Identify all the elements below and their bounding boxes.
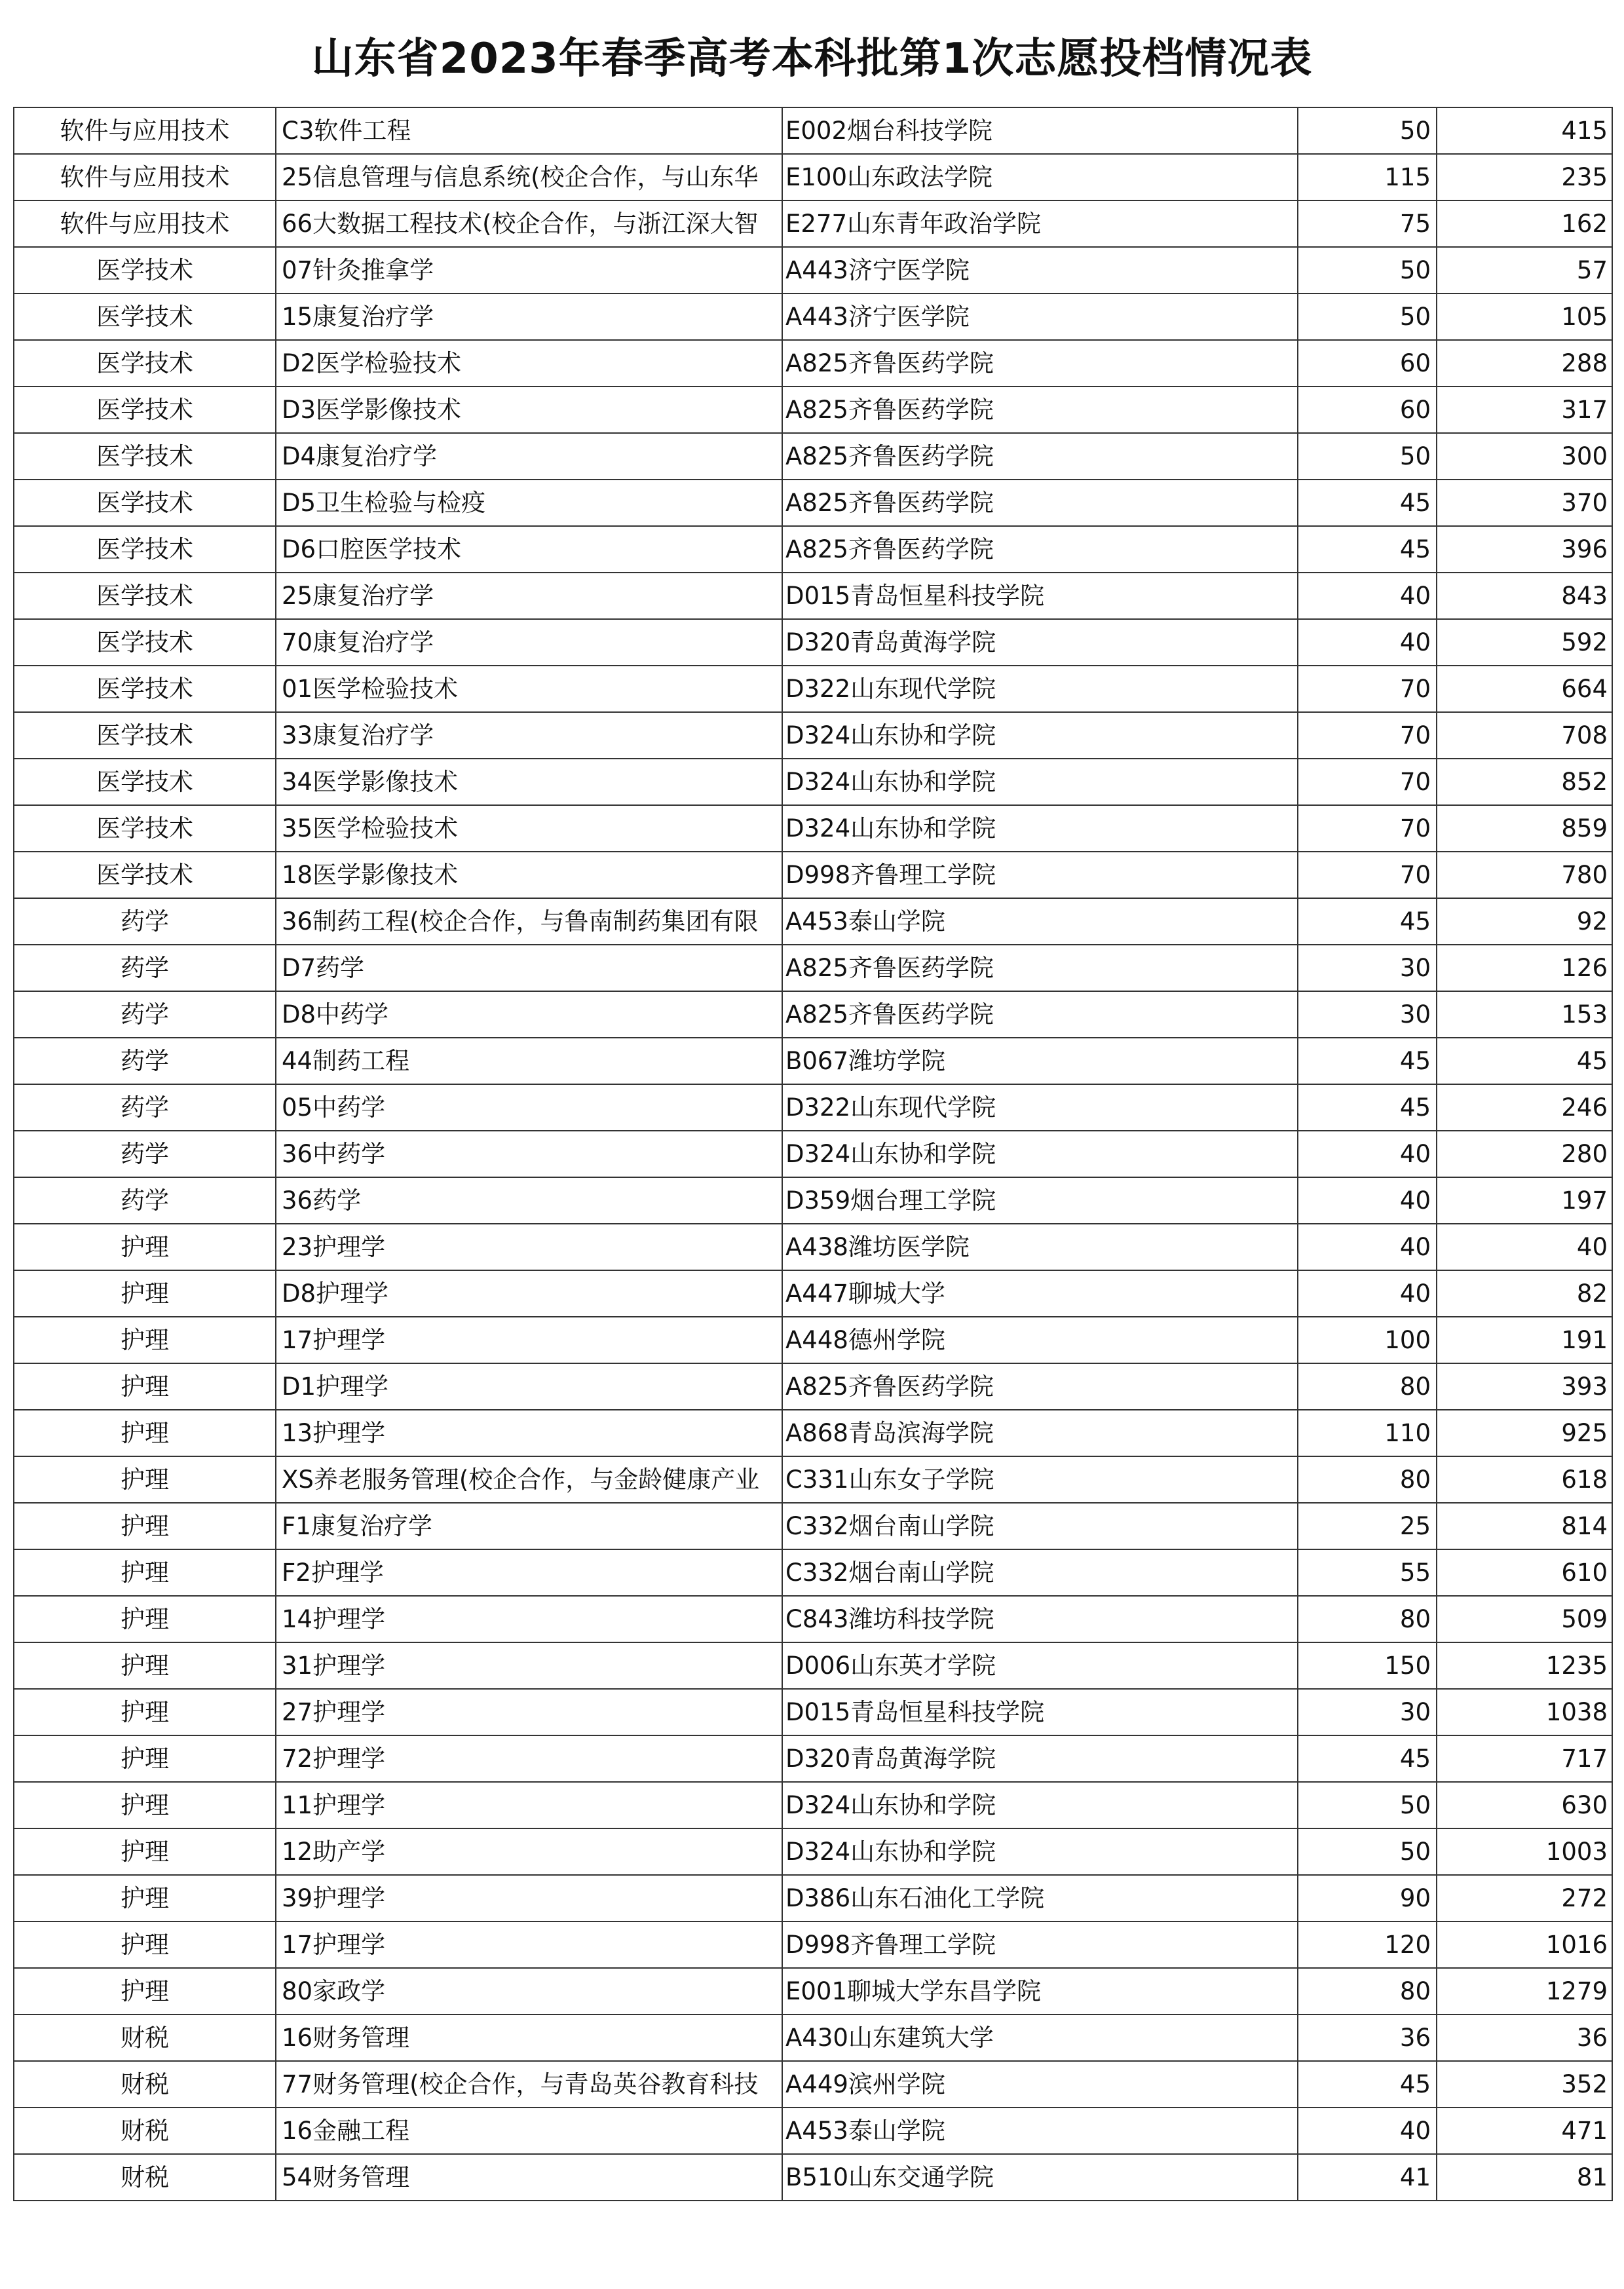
plan-count-cell: 80 xyxy=(1298,1363,1437,1410)
table-row xyxy=(14,991,1612,1038)
plan-count-cell: 70 xyxy=(1298,805,1437,852)
table-row xyxy=(14,526,1612,573)
school-cell: A443济宁医学院 xyxy=(782,247,1298,293)
table-row xyxy=(14,1363,1612,1410)
plan-count-cell: 40 xyxy=(1298,1131,1437,1177)
min-rank-cell: 40 xyxy=(1437,1224,1612,1270)
min-rank-cell: 708 xyxy=(1437,712,1612,759)
table-row xyxy=(14,247,1612,293)
min-rank-cell: 300 xyxy=(1437,433,1612,480)
table-row xyxy=(14,945,1612,991)
plan-count-cell: 50 xyxy=(1298,107,1437,154)
min-rank-cell: 45 xyxy=(1437,1038,1612,1084)
plan-count-cell: 45 xyxy=(1298,1735,1437,1782)
plan-count-cell: 45 xyxy=(1298,1084,1437,1131)
major-cell: F1康复治疗学 xyxy=(276,1503,782,1549)
table-row xyxy=(14,1782,1612,1828)
school-cell: D359烟台理工学院 xyxy=(782,1177,1298,1224)
table-row xyxy=(14,1270,1612,1317)
plan-count-cell: 40 xyxy=(1298,2108,1437,2154)
min-rank-cell: 415 xyxy=(1437,107,1612,154)
category-cell: 护理 xyxy=(14,1549,276,1596)
plan-count-cell: 50 xyxy=(1298,293,1437,340)
min-rank-cell: 235 xyxy=(1437,154,1612,200)
plan-count-cell: 41 xyxy=(1298,2154,1437,2201)
category-cell: 药学 xyxy=(14,1038,276,1084)
plan-count-cell: 70 xyxy=(1298,759,1437,805)
major-cell: 18医学影像技术 xyxy=(276,852,782,898)
plan-count-cell: 115 xyxy=(1298,154,1437,200)
plan-count-cell: 110 xyxy=(1298,1410,1437,1456)
category-cell: 护理 xyxy=(14,1642,276,1689)
category-cell: 财税 xyxy=(14,2154,276,2201)
category-cell: 护理 xyxy=(14,1363,276,1410)
major-cell: 54财务管理 xyxy=(276,2154,782,2201)
plan-count-cell: 30 xyxy=(1298,1689,1437,1735)
school-cell: A825齐鲁医药学院 xyxy=(782,945,1298,991)
school-cell: A453泰山学院 xyxy=(782,898,1298,945)
category-cell: 软件与应用技术 xyxy=(14,200,276,247)
school-cell: C331山东女子学院 xyxy=(782,1456,1298,1503)
school-cell: B067潍坊学院 xyxy=(782,1038,1298,1084)
plan-count-cell: 70 xyxy=(1298,712,1437,759)
table-row xyxy=(14,573,1612,619)
min-rank-cell: 246 xyxy=(1437,1084,1612,1131)
major-cell: 05中药学 xyxy=(276,1084,782,1131)
plan-count-cell: 50 xyxy=(1298,1828,1437,1875)
major-cell: 77财务管理(校企合作，与青岛英谷教育科技 xyxy=(276,2061,782,2108)
min-rank-cell: 81 xyxy=(1437,2154,1612,2201)
plan-count-cell: 40 xyxy=(1298,573,1437,619)
major-cell: 25康复治疗学 xyxy=(276,573,782,619)
school-cell: D322山东现代学院 xyxy=(782,666,1298,712)
major-cell: 36制药工程(校企合作，与鲁南制药集团有限 xyxy=(276,898,782,945)
category-cell: 药学 xyxy=(14,1084,276,1131)
school-cell: D320青岛黄海学院 xyxy=(782,1735,1298,1782)
plan-count-cell: 40 xyxy=(1298,1177,1437,1224)
plan-count-cell: 40 xyxy=(1298,1270,1437,1317)
plan-count-cell: 75 xyxy=(1298,200,1437,247)
school-cell: D324山东协和学院 xyxy=(782,1131,1298,1177)
school-cell: A825齐鲁医药学院 xyxy=(782,340,1298,387)
school-cell: A825齐鲁医药学院 xyxy=(782,387,1298,433)
major-cell: 23护理学 xyxy=(276,1224,782,1270)
plan-count-cell: 50 xyxy=(1298,247,1437,293)
plan-count-cell: 80 xyxy=(1298,1968,1437,2015)
table-row xyxy=(14,1317,1612,1363)
table-row xyxy=(14,1084,1612,1131)
min-rank-cell: 852 xyxy=(1437,759,1612,805)
major-cell: 25信息管理与信息系统(校企合作，与山东华 xyxy=(276,154,782,200)
table-row xyxy=(14,1735,1612,1782)
category-cell: 护理 xyxy=(14,1921,276,1968)
table-row xyxy=(14,480,1612,526)
school-cell: A868青岛滨海学院 xyxy=(782,1410,1298,1456)
category-cell: 医学技术 xyxy=(14,387,276,433)
table-row xyxy=(14,2108,1612,2154)
table-row xyxy=(14,759,1612,805)
plan-count-cell: 45 xyxy=(1298,898,1437,945)
school-cell: D998齐鲁理工学院 xyxy=(782,1921,1298,1968)
category-cell: 护理 xyxy=(14,1456,276,1503)
plan-count-cell: 55 xyxy=(1298,1549,1437,1596)
school-cell: D006山东英才学院 xyxy=(782,1642,1298,1689)
min-rank-cell: 105 xyxy=(1437,293,1612,340)
major-cell: 80家政学 xyxy=(276,1968,782,2015)
table-row xyxy=(14,1503,1612,1549)
table-row xyxy=(14,1921,1612,1968)
major-cell: 01医学检验技术 xyxy=(276,666,782,712)
school-cell: D324山东协和学院 xyxy=(782,712,1298,759)
major-cell: 70康复治疗学 xyxy=(276,619,782,666)
major-cell: 17护理学 xyxy=(276,1921,782,1968)
school-cell: E100山东政法学院 xyxy=(782,154,1298,200)
category-cell: 护理 xyxy=(14,1596,276,1642)
category-cell: 护理 xyxy=(14,1735,276,1782)
table-row xyxy=(14,2154,1612,2201)
table-row xyxy=(14,154,1612,200)
school-cell: A430山东建筑大学 xyxy=(782,2015,1298,2061)
school-cell: D015青岛恒星科技学院 xyxy=(782,573,1298,619)
category-cell: 医学技术 xyxy=(14,666,276,712)
school-cell: D324山东协和学院 xyxy=(782,1828,1298,1875)
category-cell: 护理 xyxy=(14,1782,276,1828)
plan-count-cell: 45 xyxy=(1298,2061,1437,2108)
major-cell: 36中药学 xyxy=(276,1131,782,1177)
table-row xyxy=(14,1131,1612,1177)
major-cell: D3医学影像技术 xyxy=(276,387,782,433)
plan-count-cell: 90 xyxy=(1298,1875,1437,1921)
category-cell: 财税 xyxy=(14,2015,276,2061)
school-cell: A825齐鲁医药学院 xyxy=(782,433,1298,480)
school-cell: A449滨州学院 xyxy=(782,2061,1298,2108)
table-row xyxy=(14,1038,1612,1084)
category-cell: 医学技术 xyxy=(14,247,276,293)
category-cell: 软件与应用技术 xyxy=(14,107,276,154)
plan-count-cell: 45 xyxy=(1298,1038,1437,1084)
min-rank-cell: 288 xyxy=(1437,340,1612,387)
major-cell: D8护理学 xyxy=(276,1270,782,1317)
table-row xyxy=(14,1177,1612,1224)
plan-count-cell: 30 xyxy=(1298,991,1437,1038)
major-cell: D2医学检验技术 xyxy=(276,340,782,387)
major-cell: F2护理学 xyxy=(276,1549,782,1596)
category-cell: 医学技术 xyxy=(14,526,276,573)
major-cell: 72护理学 xyxy=(276,1735,782,1782)
min-rank-cell: 36 xyxy=(1437,2015,1612,2061)
school-cell: B510山东交通学院 xyxy=(782,2154,1298,2201)
plan-count-cell: 100 xyxy=(1298,1317,1437,1363)
major-cell: D1护理学 xyxy=(276,1363,782,1410)
school-cell: C332烟台南山学院 xyxy=(782,1503,1298,1549)
min-rank-cell: 618 xyxy=(1437,1456,1612,1503)
major-cell: 07针灸推拿学 xyxy=(276,247,782,293)
plan-count-cell: 40 xyxy=(1298,1224,1437,1270)
min-rank-cell: 1279 xyxy=(1437,1968,1612,2015)
plan-count-cell: 45 xyxy=(1298,526,1437,573)
category-cell: 医学技术 xyxy=(14,433,276,480)
major-cell: 14护理学 xyxy=(276,1596,782,1642)
major-cell: 36药学 xyxy=(276,1177,782,1224)
school-cell: A825齐鲁医药学院 xyxy=(782,991,1298,1038)
min-rank-cell: 1235 xyxy=(1437,1642,1612,1689)
major-cell: D5卫生检验与检疫 xyxy=(276,480,782,526)
school-cell: D015青岛恒星科技学院 xyxy=(782,1689,1298,1735)
table-row xyxy=(14,107,1612,154)
school-cell: D324山东协和学院 xyxy=(782,759,1298,805)
major-cell: 16财务管理 xyxy=(276,2015,782,2061)
category-cell: 医学技术 xyxy=(14,619,276,666)
major-cell: D7药学 xyxy=(276,945,782,991)
major-cell: 13护理学 xyxy=(276,1410,782,1456)
school-cell: C332烟台南山学院 xyxy=(782,1549,1298,1596)
major-cell: 44制药工程 xyxy=(276,1038,782,1084)
min-rank-cell: 393 xyxy=(1437,1363,1612,1410)
school-cell: D324山东协和学院 xyxy=(782,805,1298,852)
min-rank-cell: 82 xyxy=(1437,1270,1612,1317)
table-row xyxy=(14,1875,1612,1921)
school-cell: D320青岛黄海学院 xyxy=(782,619,1298,666)
table-row xyxy=(14,852,1612,898)
plan-count-cell: 50 xyxy=(1298,433,1437,480)
min-rank-cell: 509 xyxy=(1437,1596,1612,1642)
table-row xyxy=(14,340,1612,387)
major-cell: 27护理学 xyxy=(276,1689,782,1735)
table-row xyxy=(14,1642,1612,1689)
category-cell: 药学 xyxy=(14,945,276,991)
min-rank-cell: 317 xyxy=(1437,387,1612,433)
school-cell: A825齐鲁医药学院 xyxy=(782,480,1298,526)
category-cell: 护理 xyxy=(14,1875,276,1921)
min-rank-cell: 1016 xyxy=(1437,1921,1612,1968)
min-rank-cell: 1003 xyxy=(1437,1828,1612,1875)
category-cell: 护理 xyxy=(14,1503,276,1549)
min-rank-cell: 610 xyxy=(1437,1549,1612,1596)
min-rank-cell: 153 xyxy=(1437,991,1612,1038)
category-cell: 护理 xyxy=(14,1968,276,2015)
category-cell: 药学 xyxy=(14,898,276,945)
school-cell: A438潍坊医学院 xyxy=(782,1224,1298,1270)
min-rank-cell: 92 xyxy=(1437,898,1612,945)
school-cell: A447聊城大学 xyxy=(782,1270,1298,1317)
category-cell: 护理 xyxy=(14,1828,276,1875)
table-row xyxy=(14,1224,1612,1270)
school-cell: D324山东协和学院 xyxy=(782,1782,1298,1828)
table-row xyxy=(14,1828,1612,1875)
category-cell: 医学技术 xyxy=(14,852,276,898)
plan-count-cell: 80 xyxy=(1298,1596,1437,1642)
min-rank-cell: 814 xyxy=(1437,1503,1612,1549)
plan-count-cell: 50 xyxy=(1298,1782,1437,1828)
table-row xyxy=(14,1689,1612,1735)
major-cell: 34医学影像技术 xyxy=(276,759,782,805)
plan-count-cell: 60 xyxy=(1298,387,1437,433)
min-rank-cell: 592 xyxy=(1437,619,1612,666)
major-cell: 15康复治疗学 xyxy=(276,293,782,340)
major-cell: 16金融工程 xyxy=(276,2108,782,2154)
admission-table xyxy=(13,107,1613,2201)
table-row xyxy=(14,1410,1612,1456)
category-cell: 医学技术 xyxy=(14,805,276,852)
major-cell: 31护理学 xyxy=(276,1642,782,1689)
page-title: 山东省2023年春季高考本科批第1次志愿投档情况表 xyxy=(311,35,1313,83)
school-cell: A825齐鲁医药学院 xyxy=(782,526,1298,573)
category-cell: 药学 xyxy=(14,1131,276,1177)
plan-count-cell: 36 xyxy=(1298,2015,1437,2061)
table-row xyxy=(14,898,1612,945)
school-cell: D322山东现代学院 xyxy=(782,1084,1298,1131)
major-cell: 39护理学 xyxy=(276,1875,782,1921)
major-cell: 33康复治疗学 xyxy=(276,712,782,759)
table-row xyxy=(14,2061,1612,2108)
table-row xyxy=(14,2015,1612,2061)
major-cell: 66大数据工程技术(校企合作，与浙江深大智 xyxy=(276,200,782,247)
category-cell: 药学 xyxy=(14,991,276,1038)
min-rank-cell: 191 xyxy=(1437,1317,1612,1363)
table-row xyxy=(14,1549,1612,1596)
school-cell: C843潍坊科技学院 xyxy=(782,1596,1298,1642)
school-cell: D998齐鲁理工学院 xyxy=(782,852,1298,898)
min-rank-cell: 280 xyxy=(1437,1131,1612,1177)
category-cell: 医学技术 xyxy=(14,573,276,619)
plan-count-cell: 25 xyxy=(1298,1503,1437,1549)
category-cell: 护理 xyxy=(14,1410,276,1456)
min-rank-cell: 57 xyxy=(1437,247,1612,293)
min-rank-cell: 471 xyxy=(1437,2108,1612,2154)
school-cell: E002烟台科技学院 xyxy=(782,107,1298,154)
category-cell: 护理 xyxy=(14,1689,276,1735)
major-cell: XS养老服务管理(校企合作，与金龄健康产业 xyxy=(276,1456,782,1503)
category-cell: 药学 xyxy=(14,1177,276,1224)
major-cell: 35医学检验技术 xyxy=(276,805,782,852)
plan-count-cell: 45 xyxy=(1298,480,1437,526)
category-cell: 财税 xyxy=(14,2061,276,2108)
plan-count-cell: 70 xyxy=(1298,852,1437,898)
major-cell: D6口腔医学技术 xyxy=(276,526,782,573)
min-rank-cell: 370 xyxy=(1437,480,1612,526)
major-cell: D4康复治疗学 xyxy=(276,433,782,480)
min-rank-cell: 859 xyxy=(1437,805,1612,852)
min-rank-cell: 396 xyxy=(1437,526,1612,573)
category-cell: 护理 xyxy=(14,1317,276,1363)
table-row xyxy=(14,805,1612,852)
plan-count-cell: 150 xyxy=(1298,1642,1437,1689)
min-rank-cell: 1038 xyxy=(1437,1689,1612,1735)
min-rank-cell: 352 xyxy=(1437,2061,1612,2108)
plan-count-cell: 40 xyxy=(1298,619,1437,666)
table-row xyxy=(14,200,1612,247)
table-row xyxy=(14,1456,1612,1503)
category-cell: 软件与应用技术 xyxy=(14,154,276,200)
school-cell: A448德州学院 xyxy=(782,1317,1298,1363)
table-row xyxy=(14,1596,1612,1642)
plan-count-cell: 120 xyxy=(1298,1921,1437,1968)
major-cell: 17护理学 xyxy=(276,1317,782,1363)
min-rank-cell: 717 xyxy=(1437,1735,1612,1782)
category-cell: 护理 xyxy=(14,1270,276,1317)
table-row xyxy=(14,712,1612,759)
plan-count-cell: 80 xyxy=(1298,1456,1437,1503)
category-cell: 医学技术 xyxy=(14,340,276,387)
major-cell: 12助产学 xyxy=(276,1828,782,1875)
min-rank-cell: 126 xyxy=(1437,945,1612,991)
min-rank-cell: 272 xyxy=(1437,1875,1612,1921)
table-row xyxy=(14,1968,1612,2015)
school-cell: A825齐鲁医药学院 xyxy=(782,1363,1298,1410)
category-cell: 医学技术 xyxy=(14,480,276,526)
category-cell: 医学技术 xyxy=(14,293,276,340)
school-cell: E277山东青年政治学院 xyxy=(782,200,1298,247)
table-row xyxy=(14,433,1612,480)
category-cell: 医学技术 xyxy=(14,759,276,805)
min-rank-cell: 630 xyxy=(1437,1782,1612,1828)
table-row xyxy=(14,619,1612,666)
category-cell: 财税 xyxy=(14,2108,276,2154)
school-cell: E001聊城大学东昌学院 xyxy=(782,1968,1298,2015)
major-cell: D8中药学 xyxy=(276,991,782,1038)
min-rank-cell: 843 xyxy=(1437,573,1612,619)
min-rank-cell: 780 xyxy=(1437,852,1612,898)
school-cell: A443济宁医学院 xyxy=(782,293,1298,340)
table-row xyxy=(14,387,1612,433)
category-cell: 护理 xyxy=(14,1224,276,1270)
table-row xyxy=(14,293,1612,340)
table-body xyxy=(14,107,1612,2201)
plan-count-cell: 30 xyxy=(1298,945,1437,991)
major-cell: 11护理学 xyxy=(276,1782,782,1828)
min-rank-cell: 197 xyxy=(1437,1177,1612,1224)
school-cell: D386山东石油化工学院 xyxy=(782,1875,1298,1921)
major-cell: C3软件工程 xyxy=(276,107,782,154)
category-cell: 医学技术 xyxy=(14,712,276,759)
min-rank-cell: 162 xyxy=(1437,200,1612,247)
table-row xyxy=(14,666,1612,712)
plan-count-cell: 60 xyxy=(1298,340,1437,387)
min-rank-cell: 925 xyxy=(1437,1410,1612,1456)
plan-count-cell: 70 xyxy=(1298,666,1437,712)
school-cell: A453泰山学院 xyxy=(782,2108,1298,2154)
min-rank-cell: 664 xyxy=(1437,666,1612,712)
